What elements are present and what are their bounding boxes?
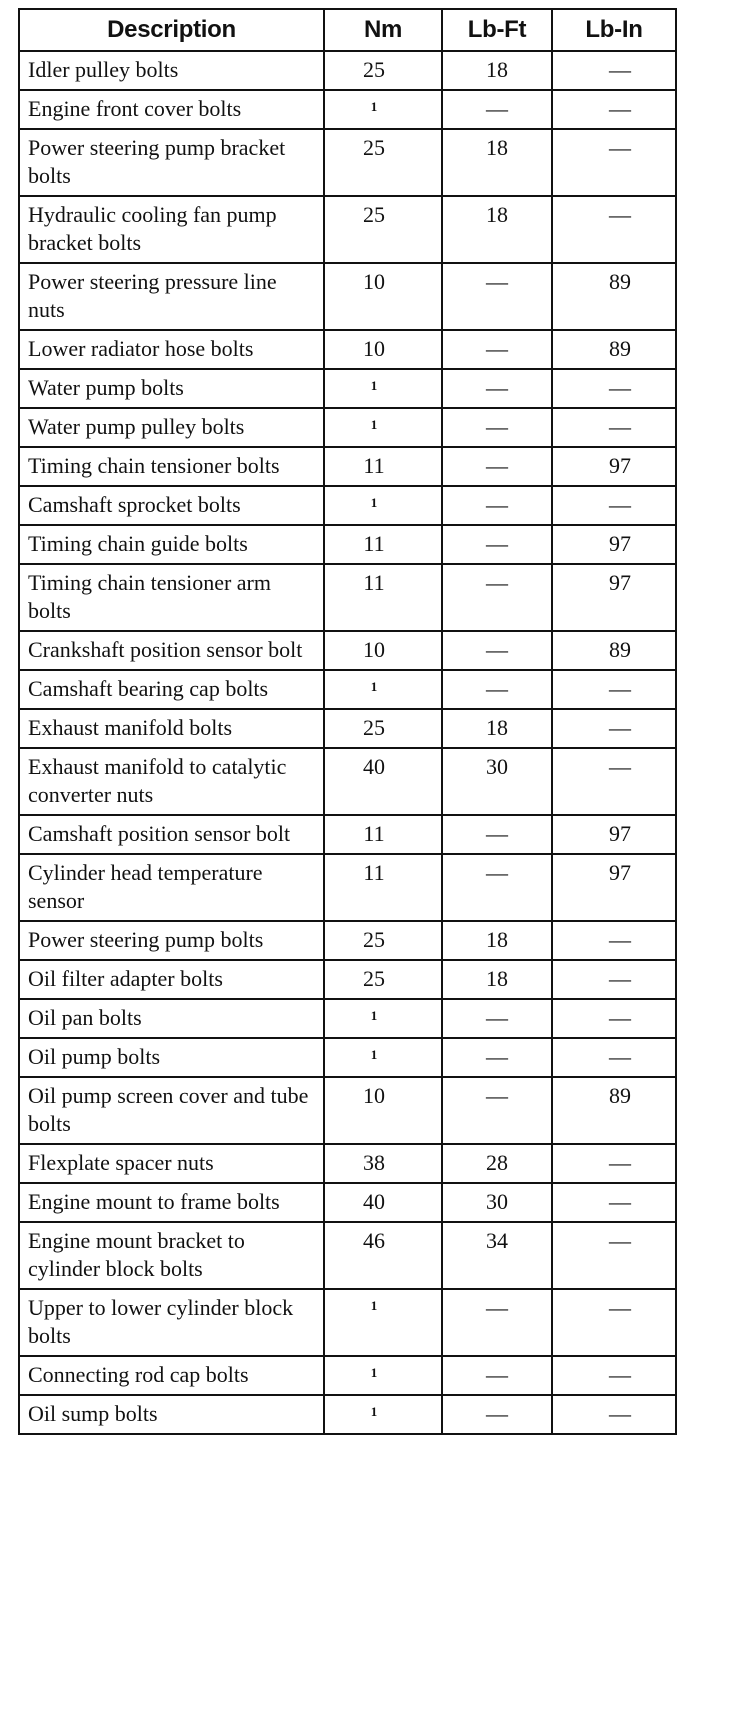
cell-lb-ft: 28 [442,1144,552,1183]
cell-lb-ft: — [442,1077,552,1144]
cell-lb-ft: — [442,1356,552,1395]
cell-description: Oil pump screen cover and tube bolts [19,1077,324,1144]
cell-lb-in: 97 [552,564,676,631]
cell-nm: 11 [324,564,442,631]
cell-lb-in: — [552,196,676,263]
cell-lb-ft: — [442,369,552,408]
table-row [19,1395,676,1434]
table-row [19,196,676,263]
cell-lb-in: — [552,960,676,999]
table-row [19,921,676,960]
cell-description: Crankshaft position sensor bolt [19,631,324,670]
cell-lb-ft: 34 [442,1222,552,1289]
cell-description: Flexplate spacer nuts [19,1144,324,1183]
cell-lb-ft: — [442,999,552,1038]
cell-description: Timing chain tensioner arm bolts [19,564,324,631]
cell-description: Lower radiator hose bolts [19,330,324,369]
table-row [19,670,676,709]
cell-description: Engine front cover bolts [19,90,324,129]
cell-lb-ft: 18 [442,960,552,999]
table-row [19,999,676,1038]
cell-description: Timing chain guide bolts [19,525,324,564]
cell-description: Cylinder head temperature sensor [19,854,324,921]
footnote-marker: 1 [370,1298,378,1313]
table-row [19,51,676,90]
cell-nm [324,90,442,129]
cell-nm: 11 [324,815,442,854]
cell-description: Engine mount to frame bolts [19,1183,324,1222]
cell-nm: 46 [324,1222,442,1289]
cell-lb-ft: — [442,1289,552,1356]
cell-lb-in: 89 [552,330,676,369]
cell-lb-in: — [552,1222,676,1289]
cell-lb-in: — [552,51,676,90]
cell-lb-ft: 18 [442,921,552,960]
table-row [19,90,676,129]
cell-description: Idler pulley bolts [19,51,324,90]
table-header [19,9,676,51]
cell-description: Engine mount bracket to cylinder block bolts [19,1222,324,1289]
cell-nm: 10 [324,263,442,330]
cell-lb-ft: 30 [442,748,552,815]
cell-lb-in: — [552,486,676,525]
cell-nm: 10 [324,1077,442,1144]
cell-nm: 11 [324,447,442,486]
cell-lb-in: 97 [552,815,676,854]
table-row [19,408,676,447]
cell-description: Upper to lower cylinder block bolts [19,1289,324,1356]
cell-description: Hydraulic cooling fan pump bracket bolts [19,196,324,263]
cell-nm [324,1289,442,1356]
table-row [19,748,676,815]
cell-nm: 40 [324,1183,442,1222]
table-row [19,1222,676,1289]
cell-lb-ft: — [442,525,552,564]
cell-lb-ft: 18 [442,196,552,263]
cell-nm [324,1038,442,1077]
cell-lb-ft: — [442,670,552,709]
table-row [19,486,676,525]
cell-lb-in: 97 [552,525,676,564]
cell-lb-in: — [552,1356,676,1395]
cell-lb-ft: — [442,330,552,369]
table-row [19,263,676,330]
cell-nm: 38 [324,1144,442,1183]
footnote-marker: 1 [370,1404,378,1419]
cell-description: Connecting rod cap bolts [19,1356,324,1395]
cell-lb-in: — [552,921,676,960]
cell-lb-ft: — [442,564,552,631]
footnote-marker: 1 [370,495,378,510]
table-body [19,51,676,1434]
footnote-marker: 1 [370,417,378,432]
cell-lb-in: — [552,129,676,196]
table-row [19,1038,676,1077]
cell-lb-ft: 30 [442,1183,552,1222]
cell-nm [324,670,442,709]
cell-lb-ft: — [442,815,552,854]
table-row [19,1144,676,1183]
cell-lb-in: — [552,748,676,815]
cell-description: Timing chain tensioner bolts [19,447,324,486]
footnote-marker: 1 [370,378,378,393]
table-row [19,447,676,486]
cell-description: Power steering pump bolts [19,921,324,960]
table-row [19,369,676,408]
cell-lb-ft: — [442,1038,552,1077]
cell-lb-in: — [552,1183,676,1222]
cell-description: Power steering pump bracket bolts [19,129,324,196]
cell-lb-in: — [552,1038,676,1077]
cell-lb-ft: — [442,854,552,921]
header-lb-in: Lb-In [552,9,676,51]
footnote-marker: 1 [370,679,378,694]
cell-lb-ft: 18 [442,129,552,196]
cell-lb-in: — [552,999,676,1038]
cell-nm: 40 [324,748,442,815]
cell-lb-ft: 18 [442,709,552,748]
cell-nm [324,486,442,525]
table-row [19,815,676,854]
header-row [19,9,676,51]
cell-description: Camshaft bearing cap bolts [19,670,324,709]
cell-nm [324,369,442,408]
cell-nm [324,1395,442,1434]
header-lb-ft: Lb-Ft [442,9,552,51]
torque-spec-sheet [18,8,675,1435]
table-row [19,1356,676,1395]
cell-description: Power steering pressure line nuts [19,263,324,330]
cell-lb-ft: 18 [442,51,552,90]
footnote-marker: 1 [370,1365,378,1380]
cell-description: Oil sump bolts [19,1395,324,1434]
table-row [19,854,676,921]
cell-nm: 25 [324,196,442,263]
cell-lb-in: — [552,670,676,709]
cell-lb-in: — [552,90,676,129]
table-row [19,525,676,564]
cell-lb-ft: — [442,408,552,447]
cell-lb-in: — [552,1144,676,1183]
cell-lb-ft: — [442,263,552,330]
cell-lb-ft: — [442,90,552,129]
cell-description: Exhaust manifold bolts [19,709,324,748]
cell-nm: 10 [324,330,442,369]
cell-description: Exhaust manifold to catalytic converter nuts [19,748,324,815]
header-description: Description [19,9,324,51]
cell-lb-in: — [552,408,676,447]
table-row [19,1077,676,1144]
cell-lb-in: 89 [552,263,676,330]
footnote-marker: 1 [370,1047,378,1062]
cell-description: Camshaft sprocket bolts [19,486,324,525]
cell-lb-in: — [552,709,676,748]
cell-description: Oil filter adapter bolts [19,960,324,999]
table-row [19,1183,676,1222]
footnote-marker: 1 [370,1008,378,1023]
cell-nm [324,408,442,447]
cell-lb-in: 89 [552,1077,676,1144]
cell-lb-ft: — [442,447,552,486]
footnote-marker: 1 [370,99,378,114]
cell-lb-ft: — [442,1395,552,1434]
table-row [19,1289,676,1356]
table-row [19,709,676,748]
table-row [19,631,676,670]
cell-description: Oil pump bolts [19,1038,324,1077]
cell-lb-ft: — [442,631,552,670]
cell-nm: 25 [324,709,442,748]
cell-lb-in: 89 [552,631,676,670]
cell-lb-ft: — [442,486,552,525]
cell-nm [324,1356,442,1395]
cell-nm: 11 [324,525,442,564]
cell-nm: 10 [324,631,442,670]
cell-description: Water pump pulley bolts [19,408,324,447]
cell-description: Camshaft position sensor bolt [19,815,324,854]
cell-nm: 25 [324,51,442,90]
cell-description: Water pump bolts [19,369,324,408]
cell-nm: 25 [324,129,442,196]
cell-lb-in: 97 [552,854,676,921]
table-row [19,960,676,999]
cell-nm: 11 [324,854,442,921]
cell-nm: 25 [324,921,442,960]
cell-lb-in: — [552,1395,676,1434]
cell-lb-in: 97 [552,447,676,486]
table-row [19,129,676,196]
cell-nm [324,999,442,1038]
torque-specifications-table [18,8,677,1435]
cell-lb-in: — [552,369,676,408]
table-row [19,564,676,631]
cell-lb-in: — [552,1289,676,1356]
table-row [19,330,676,369]
cell-nm: 25 [324,960,442,999]
cell-description: Oil pan bolts [19,999,324,1038]
header-nm: Nm [324,9,442,51]
